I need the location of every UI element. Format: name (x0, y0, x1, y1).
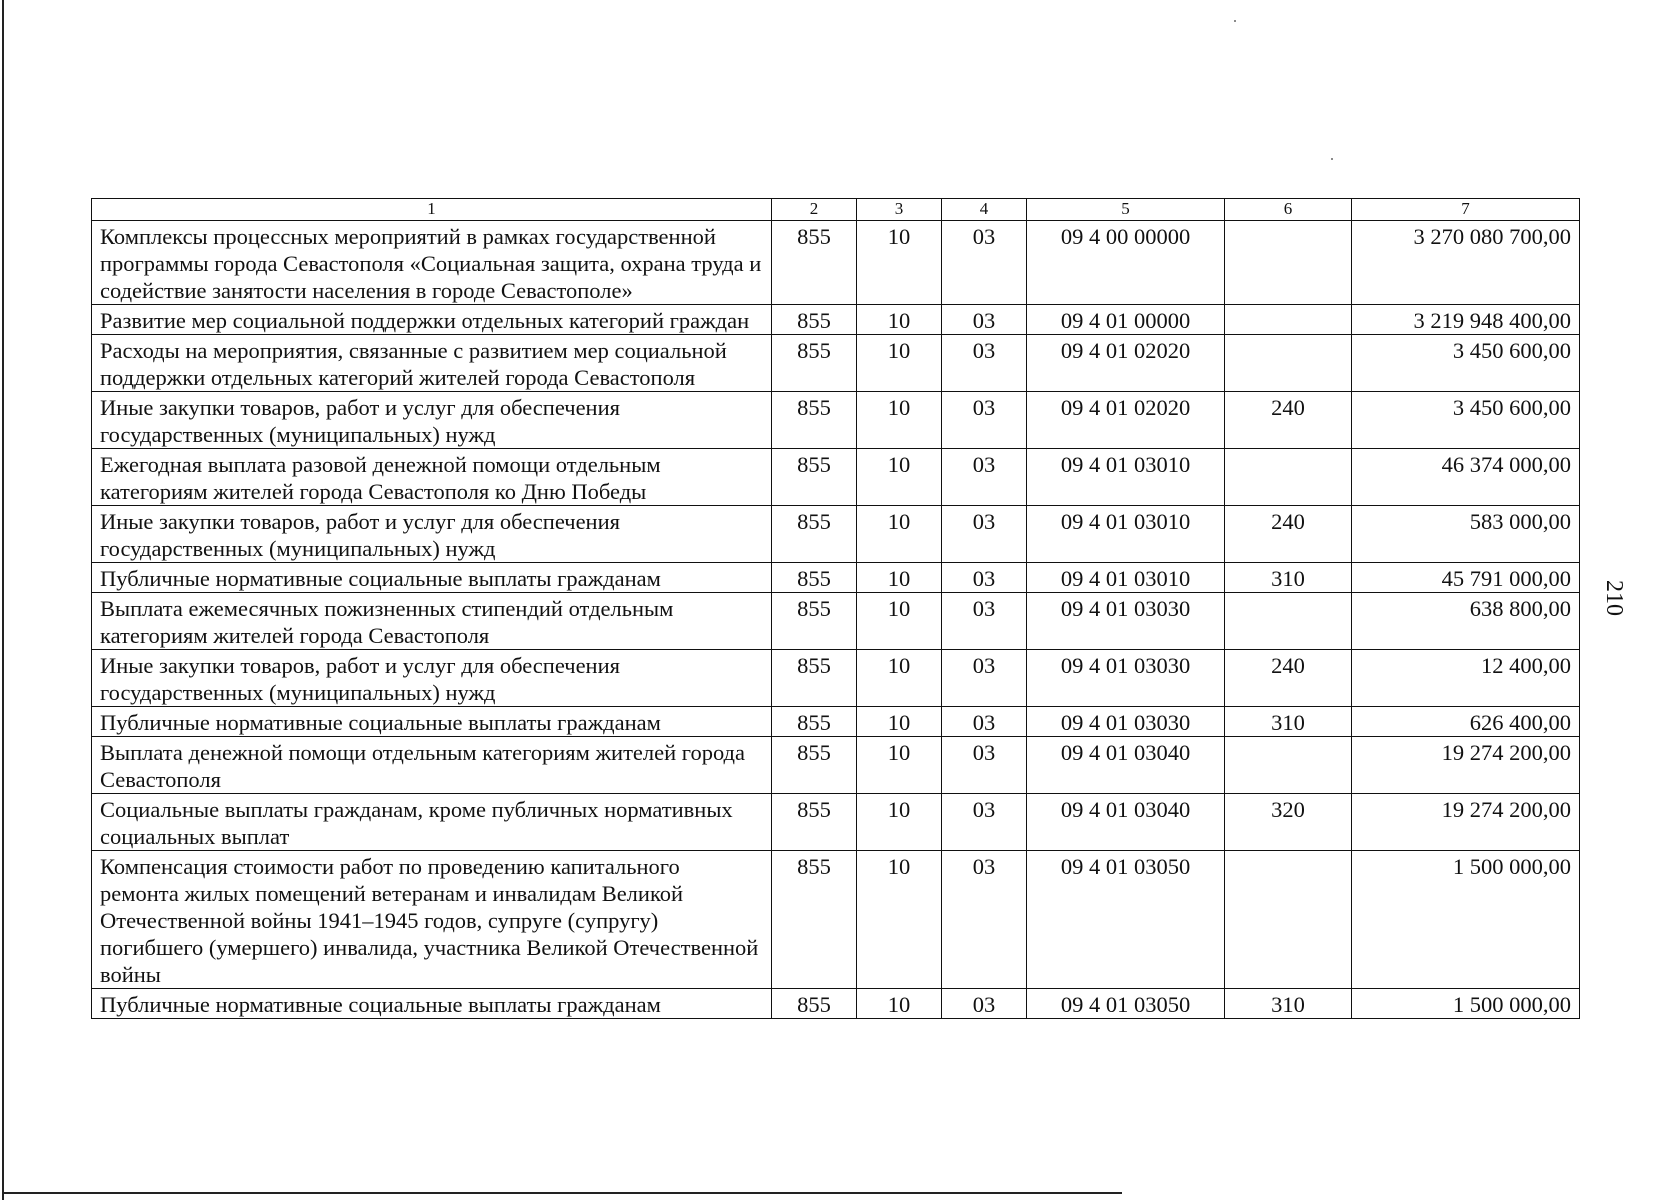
subsection-code-cell: 03 (942, 650, 1027, 707)
section-code-cell: 10 (857, 449, 942, 506)
target-article-cell: 09 4 01 02020 (1027, 392, 1225, 449)
amount-cell: 3 450 600,00 (1352, 392, 1580, 449)
subsection-code-cell: 03 (942, 563, 1027, 593)
column-number-header: 3 (857, 199, 942, 221)
column-number-header: 1 (92, 199, 772, 221)
amount-cell: 626 400,00 (1352, 707, 1580, 737)
target-article-cell: 09 4 01 03050 (1027, 989, 1225, 1019)
expense-name-cell: Выплата ежемесячных пожизненных стипендий отдельным категориям жителей города Севастополя (92, 593, 772, 650)
section-code-cell: 10 (857, 707, 942, 737)
subsection-code-cell: 03 (942, 305, 1027, 335)
table-row (92, 989, 1580, 1019)
table-header-row (92, 199, 1580, 221)
target-article-cell: 09 4 01 03010 (1027, 506, 1225, 563)
expense-name-cell: Компенсация стоимости работ по проведению капитального ремонта жилых помещений ветеранам и инвалидам Великой Отечественной войны 1941–1945 годов, супруге (супругу) погибшего (умершего) инвалида, участника Великой Отечественной войны (92, 851, 772, 989)
expense-name-cell: Иные закупки товаров, работ и услуг для обеспечения государственных (муниципальных) нужд (92, 392, 772, 449)
ministry-code-cell: 855 (772, 593, 857, 650)
section-code-cell: 10 (857, 305, 942, 335)
target-article-cell: 09 4 01 03040 (1027, 794, 1225, 851)
section-code-cell: 10 (857, 221, 942, 305)
scan-speck (1331, 158, 1333, 160)
section-code-cell: 10 (857, 851, 942, 989)
expense-type-cell (1225, 449, 1352, 506)
expense-name-cell: Комплексы процессных мероприятий в рамках государственной программы города Севастополя «Социальная защита, охрана труда и содействие занятости населения в городе Севастополе» (92, 221, 772, 305)
table-row (92, 305, 1580, 335)
section-code-cell: 10 (857, 563, 942, 593)
expense-name-cell: Социальные выплаты гражданам, кроме публичных нормативных социальных выплат (92, 794, 772, 851)
expense-name-cell: Публичные нормативные социальные выплаты гражданам (92, 707, 772, 737)
expense-type-cell: 240 (1225, 392, 1352, 449)
section-code-cell: 10 (857, 794, 942, 851)
amount-cell: 46 374 000,00 (1352, 449, 1580, 506)
subsection-code-cell: 03 (942, 335, 1027, 392)
amount-cell: 3 450 600,00 (1352, 335, 1580, 392)
ministry-code-cell: 855 (772, 989, 857, 1019)
subsection-code-cell: 03 (942, 851, 1027, 989)
table-row (92, 650, 1580, 707)
expense-name-cell: Иные закупки товаров, работ и услуг для обеспечения государственных (муниципальных) нужд (92, 506, 772, 563)
ministry-code-cell: 855 (772, 707, 857, 737)
table-row (92, 851, 1580, 989)
ministry-code-cell: 855 (772, 737, 857, 794)
expense-name-cell: Расходы на мероприятия, связанные с развитием мер социальной поддержки отдельных категорий жителей города Севастополя (92, 335, 772, 392)
ministry-code-cell: 855 (772, 449, 857, 506)
subsection-code-cell: 03 (942, 221, 1027, 305)
expense-type-cell: 310 (1225, 989, 1352, 1019)
section-code-cell: 10 (857, 650, 942, 707)
amount-cell: 1 500 000,00 (1352, 989, 1580, 1019)
section-code-cell: 10 (857, 506, 942, 563)
subsection-code-cell: 03 (942, 392, 1027, 449)
expense-name-cell: Публичные нормативные социальные выплаты гражданам (92, 989, 772, 1019)
amount-cell: 583 000,00 (1352, 506, 1580, 563)
table-row (92, 593, 1580, 650)
table-row (92, 737, 1580, 794)
subsection-code-cell: 03 (942, 737, 1027, 794)
table-row (92, 506, 1580, 563)
ministry-code-cell: 855 (772, 851, 857, 989)
column-number-header: 5 (1027, 199, 1225, 221)
expense-name-cell: Ежегодная выплата разовой денежной помощи отдельным категориям жителей города Севастополя ко Дню Победы (92, 449, 772, 506)
table-row (92, 221, 1580, 305)
subsection-code-cell: 03 (942, 449, 1027, 506)
ministry-code-cell: 855 (772, 794, 857, 851)
table-row (92, 707, 1580, 737)
target-article-cell: 09 4 01 00000 (1027, 305, 1225, 335)
expense-type-cell: 310 (1225, 707, 1352, 737)
expense-type-cell: 320 (1225, 794, 1352, 851)
subsection-code-cell: 03 (942, 707, 1027, 737)
expense-type-cell: 310 (1225, 563, 1352, 593)
table-row (92, 794, 1580, 851)
left-scan-border (2, 0, 4, 1200)
target-article-cell: 09 4 01 03030 (1027, 707, 1225, 737)
ministry-code-cell: 855 (772, 392, 857, 449)
amount-cell: 45 791 000,00 (1352, 563, 1580, 593)
ministry-code-cell: 855 (772, 221, 857, 305)
subsection-code-cell: 03 (942, 506, 1027, 563)
amount-cell: 3 219 948 400,00 (1352, 305, 1580, 335)
expense-type-cell: 240 (1225, 506, 1352, 563)
amount-cell: 3 270 080 700,00 (1352, 221, 1580, 305)
subsection-code-cell: 03 (942, 794, 1027, 851)
column-number-header: 7 (1352, 199, 1580, 221)
table-row (92, 392, 1580, 449)
column-number-header: 4 (942, 199, 1027, 221)
amount-cell: 19 274 200,00 (1352, 794, 1580, 851)
section-code-cell: 10 (857, 989, 942, 1019)
target-article-cell: 09 4 01 03030 (1027, 593, 1225, 650)
expense-type-cell (1225, 593, 1352, 650)
ministry-code-cell: 855 (772, 650, 857, 707)
target-article-cell: 09 4 00 00000 (1027, 221, 1225, 305)
table-row (92, 563, 1580, 593)
ministry-code-cell: 855 (772, 305, 857, 335)
expense-type-cell (1225, 335, 1352, 392)
amount-cell: 19 274 200,00 (1352, 737, 1580, 794)
expense-type-cell (1225, 737, 1352, 794)
expense-name-cell: Иные закупки товаров, работ и услуг для обеспечения государственных (муниципальных) нужд (92, 650, 772, 707)
target-article-cell: 09 4 01 03010 (1027, 449, 1225, 506)
target-article-cell: 09 4 01 03040 (1027, 737, 1225, 794)
expense-type-cell (1225, 851, 1352, 989)
target-article-cell: 09 4 01 03050 (1027, 851, 1225, 989)
section-code-cell: 10 (857, 737, 942, 794)
table-row (92, 335, 1580, 392)
column-number-header: 2 (772, 199, 857, 221)
amount-cell: 638 800,00 (1352, 593, 1580, 650)
expense-name-cell: Выплата денежной помощи отдельным категориям жителей города Севастополя (92, 737, 772, 794)
section-code-cell: 10 (857, 593, 942, 650)
target-article-cell: 09 4 01 02020 (1027, 335, 1225, 392)
section-code-cell: 10 (857, 392, 942, 449)
subsection-code-cell: 03 (942, 593, 1027, 650)
scan-speck (1234, 20, 1236, 22)
target-article-cell: 09 4 01 03010 (1027, 563, 1225, 593)
expense-type-cell: 240 (1225, 650, 1352, 707)
table-row (92, 449, 1580, 506)
column-number-header: 6 (1225, 199, 1352, 221)
page-number: 210 (1601, 580, 1628, 616)
expense-type-cell (1225, 305, 1352, 335)
bottom-rule (2, 1192, 1122, 1194)
subsection-code-cell: 03 (942, 989, 1027, 1019)
budget-table (91, 198, 1580, 1019)
section-code-cell: 10 (857, 335, 942, 392)
amount-cell: 12 400,00 (1352, 650, 1580, 707)
ministry-code-cell: 855 (772, 506, 857, 563)
ministry-code-cell: 855 (772, 563, 857, 593)
ministry-code-cell: 855 (772, 335, 857, 392)
target-article-cell: 09 4 01 03030 (1027, 650, 1225, 707)
amount-cell: 1 500 000,00 (1352, 851, 1580, 989)
expense-type-cell (1225, 221, 1352, 305)
expense-name-cell: Публичные нормативные социальные выплаты гражданам (92, 563, 772, 593)
expense-name-cell: Развитие мер социальной поддержки отдельных категорий граждан (92, 305, 772, 335)
